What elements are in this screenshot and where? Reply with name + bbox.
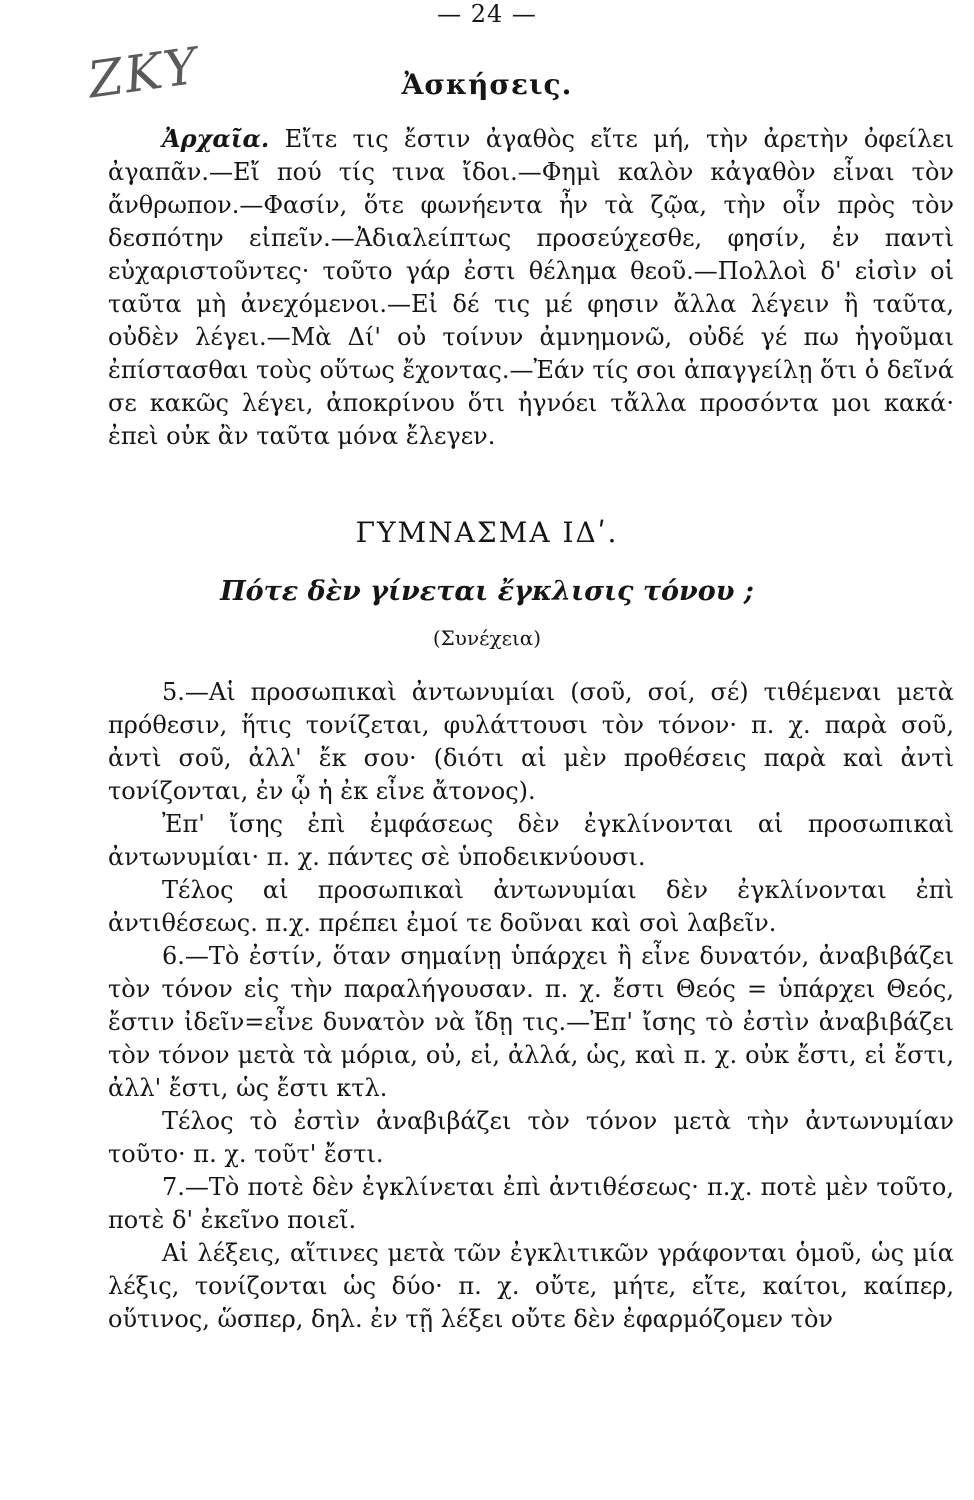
rule-7-paragraph: 7.—Τὸ ποτὲ δὲν ἐγκλίνεται ἐπὶ ἀντιθέσεως· π.χ. ποτὲ μὲν τοῦτο, ποτὲ δ' ἐκεῖνο ποιεῖ. bbox=[108, 1173, 954, 1234]
rule-7-compound-paragraph: Αἱ λέξεις, αἵτινες μετὰ τῶν ἐγκλιτικῶν γράφονται ὁμοῦ, ὡς μία λέξις, τονίζονται ὡς δύο· π. χ. οὔτε, μήτε, εἴτε, καίτοι, καίπερ, οὕτινος, ὥσπερ, δηλ. ἐν τῇ λέξει οὔτε δὲν ἐφαρμόζομεν τὸν bbox=[108, 1239, 954, 1333]
rule-6-paragraph: 6.—Τὸ ἐστίν, ὅταν σημαίνῃ ὑπάρχει ἢ εἶνε δυνατόν, ἀναβιβάζει τὸν τόνον εἰς τὴν παραλήγουσαν. π. χ. ἔστι Θεός = ὑπάρχει Θεός, ἔστιν ἰδεῖν=εἶνε δυνατὸν νὰ ἴδῃ τις.—Ἐπ' ἴσης τὸ ἐστὶν ἀναβιβάζει τὸν τόνον μετὰ τὰ μόρια, οὐ, εἰ, ἀλλά, ὡς, καὶ π. χ. οὐκ ἔστι, εἰ ἔστι, ἀλλ' ἔστι, ὡς ἔστι κτλ. bbox=[108, 942, 954, 1102]
rule-5-antithesis-paragraph: Τέλος αἱ προσωπικαὶ ἀντωνυμίαι δὲν ἐγκλίνονται ἐπὶ ἀντιθέσεως. π.χ. πρέπει ἐμοί τε δοῦναι καὶ σοὶ λαβεῖν. bbox=[108, 876, 954, 937]
rule-6-pronoun-paragraph: Τέλος τὸ ἐστὶν ἀναβιβάζει τὸν τόνον μετὰ τὴν ἀντωνυμίαν τοῦτο· π. χ. τοῦτ' ἔστι. bbox=[108, 1107, 954, 1168]
rules-block bbox=[108, 676, 954, 1336]
page-number: — 24 — bbox=[437, 0, 537, 28]
exercises-paragraph bbox=[108, 122, 954, 453]
exercises-heading: Ἀσκήσεις. bbox=[401, 68, 573, 101]
handwritten-margin-note: ΖΚΥ bbox=[84, 36, 203, 110]
section-subtitle: Πότε δὲν γίνεται ἔγκλισις τόνου ; bbox=[220, 576, 754, 607]
exercises-block bbox=[108, 122, 954, 453]
rule-5-emphasis-paragraph: Ἐπ' ἴσης ἐπὶ ἐμφάσεως δὲν ἐγκλίνονται αἱ προσωπικαὶ ἀντωνυμίαι· π. χ. πάντες σὲ ὑποδεικνύουσι. bbox=[108, 810, 954, 871]
rule-5-paragraph: 5.—Αἱ προσωπικαὶ ἀντωνυμίαι (σοῦ, σοί, σέ) τιθέμεναι μετὰ πρόθεσιν, ἥτις τονίζεται, φυλάττουσι τὸν τόνον· π. χ. παρὰ σοῦ, ἀντὶ σοῦ, ἀλλ' ἔκ σου· (διότι αἱ μὲν προθέσεις παρὰ καὶ ἀντὶ τονίζονται, ἐν ᾧ ἡ ἐκ εἶνε ἄτονος). bbox=[108, 678, 954, 805]
section-note: (Συνέχεια) bbox=[432, 626, 542, 650]
section-title: ΓΥΜΝΑΣΜΑ ΙΔʹ. bbox=[355, 516, 619, 549]
exercises-text: Εἴτε τις ἔστιν ἀγαθὸς εἴτε μή, τὴν ἀρετὴν ὀφείλει ἀγαπᾶν.—Εἴ πού τίς τινα ἴδοι.—Φημὶ καλὸν κἀγαθὸν εἶναι τὸν ἄνθρωπον.—Φασίν, ὅτε φωνήεντα ἦν τὰ ζῷα, τὴν οἶν πρὸς τὸν δεσπότην εἰπεῖν.—Ἀδιαλείπτως προσεύχεσθε, φησίν, ἐν παντὶ εὐχαριστοῦντες· τοῦτο γάρ ἐστι θέλημα θεοῦ.—Πολλοὶ δ' εἰσὶν οἱ ταῦτα μὴ ἀνεχόμενοι.—Εἰ δέ τις μέ φησιν ἄλλα λέγειν ἢ ταῦτα, οὐδὲν λέγει.—Μὰ Δί' οὐ τοίνυν ἀμνημονῶ, οὐδέ γέ πω ἡγοῦμαι ἐπίστασθαι τοὺς οὕτως ἔχοντας.—Ἐάν τίς σοι ἀπαγγείλῃ ὅτι ὁ δεῖνά σε κακῶς λέγει, ἀποκρίνου ὅτι ἠγνόει τἄλλα προσόντα μοι κακά· ἐπεὶ οὐκ ἂν ταῦτα μόνα ἔλεγεν. bbox=[108, 125, 954, 450]
exercises-label: Ἀρχαῖα. bbox=[162, 124, 270, 153]
